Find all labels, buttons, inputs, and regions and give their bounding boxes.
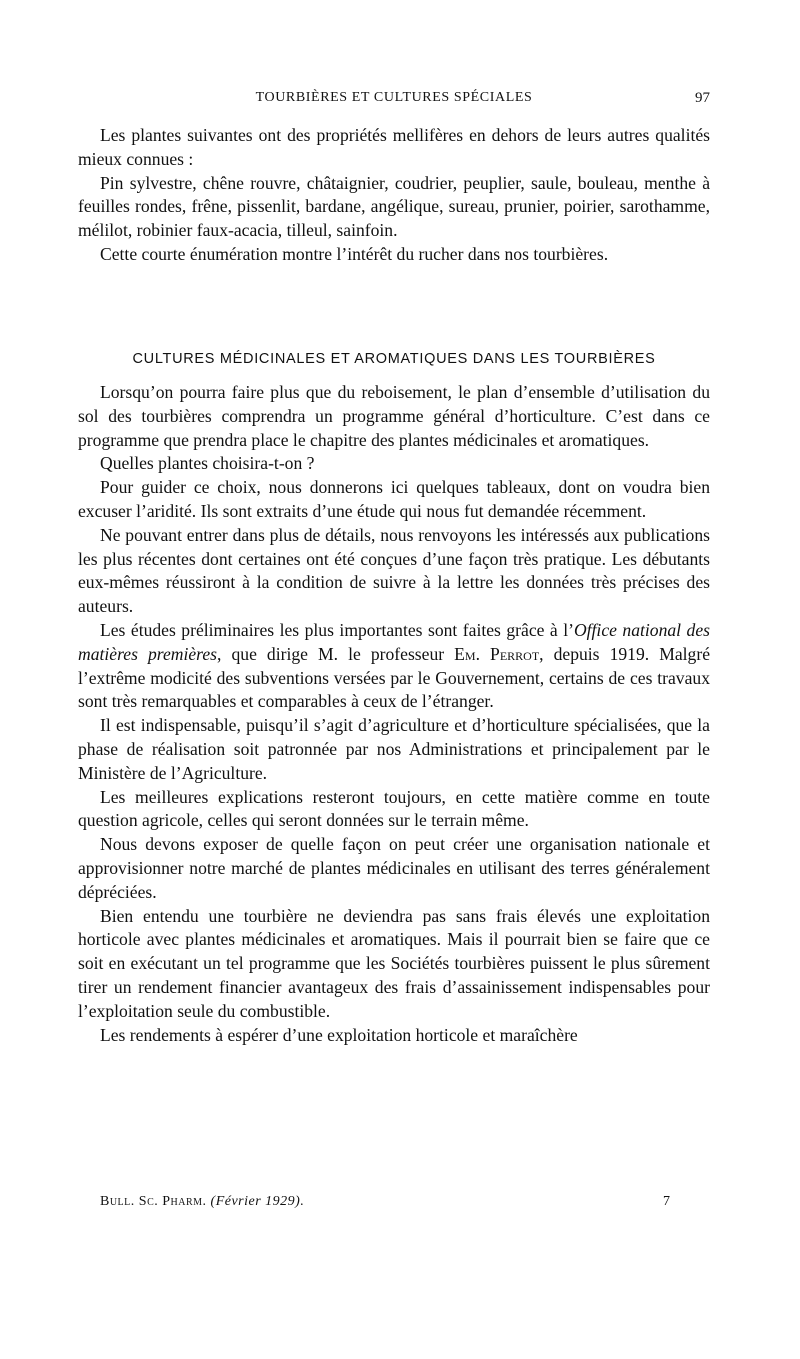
paragraph-office-national [78, 619, 710, 714]
journal-name: Bull. Sc. Pharm. [100, 1194, 207, 1209]
paragraph-tableaux: Pour guider ce choix, nous donnerons ici quelques tableaux, dont on voudra bien excuser l’aridité. Ils sont extraits d’une étude qui nous fut demandée récemment. [78, 477, 710, 521]
footer-journal [100, 1194, 304, 1210]
paragraph-organisation: Nous devons exposer de quelle façon on peut créer une organisation nationale et approvisionner notre marché de plantes médicinales en utilisant des terres généralement dépréciées. [78, 834, 710, 902]
paragraph-question: Quelles plantes choisira-t-on ? [100, 453, 315, 474]
page-number: 97 [695, 90, 710, 106]
footer-date: (Février 1929). [210, 1194, 305, 1209]
section-heading: CULTURES MÉDICINALES ET AROMATIQUES DANS LES TOURBIÈRES [132, 351, 656, 367]
office-text-start: Les études préliminaires les plus importantes sont faites grâce à l’ [100, 619, 574, 640]
signature-mark: 7 [663, 1194, 670, 1209]
running-title: TOURBIÈRES ET CULTURES SPÉCIALES [255, 90, 533, 105]
intro-text-block [78, 124, 710, 267]
paragraph-administrations: Il est indispensable, puisqu’il s’agit d’agriculture et d’horticulture spécialisées, que la phase de réalisation soit patronnée par nos Administrations et principalement par le Ministère de l’Agriculture. [78, 715, 710, 783]
paragraph-rucher: Cette courte énumération montre l’intérêt du rucher dans nos tourbières. [100, 243, 609, 264]
professor-name: Em. Perrot [454, 643, 540, 664]
office-text-middle: , que dirige M. le professeur [217, 643, 455, 664]
main-text-block [78, 381, 710, 1047]
page-footer [100, 1194, 670, 1218]
paragraph-plant-list: Pin sylvestre, chêne rouvre, châtaignier, coudrier, peuplier, saule, bouleau, menthe à feuilles rondes, frêne, pissenlit, bardane, angélique, sureau, prunier, poirier, sarothamme, mélilot, robinier faux-acacia, tilleul, sainfoin. [78, 172, 710, 241]
paragraph-mellifere-intro: Les plantes suivantes ont des propriétés mellifères en dehors de leurs autres qualités mieux connues : [78, 125, 710, 169]
running-head [78, 90, 710, 114]
paragraph-explications: Les meilleures explications resteront toujours, en cette matière comme en toute question agricole, celles qui seront données sur le terrain même. [78, 786, 710, 831]
paragraph-publications: Ne pouvant entrer dans plus de détails, nous renvoyons les intéressés aux publications les plus récentes dont certaines ont été conçues d’une façon très pratique. Les débutants eux-mêmes réussiront à la condition de suivre à la lettre les données très précises des auteurs. [78, 524, 710, 617]
office-text-end: , depuis 1919. Malgré l’extrême modicité des subventions versées par le Gouvernement, certains de ces travaux sont très remarquables et comparables à ceux de l’étranger. [78, 643, 711, 712]
office-name: Office national des matières premières [78, 619, 710, 664]
paragraph-plan-ensemble: Lorsqu’on pourra faire plus que du reboisement, le plan d’ensemble d’utilisation du sol des tourbières comprendra un programme général d’horticulture. C’est dans ce programme que prendra place le chapitre des plantes médicinales et aromatiques. [78, 382, 710, 450]
paragraph-exploitation: Bien entendu une tourbière ne deviendra pas sans frais élevés une exploitation horticole avec plantes médicinales et aromatiques. Mais il pourrait bien se faire que ce soit en exécutant un tel programme que les Sociétés tourbières puissent le plus sûrement tirer un rendement financier avantageux des frais d’assainissement indispensables pour l’exploitation seule du combustible. [78, 905, 710, 1021]
paragraph-rendements: Les rendements à espérer d’une exploitation horticole et maraîchère [100, 1024, 578, 1045]
